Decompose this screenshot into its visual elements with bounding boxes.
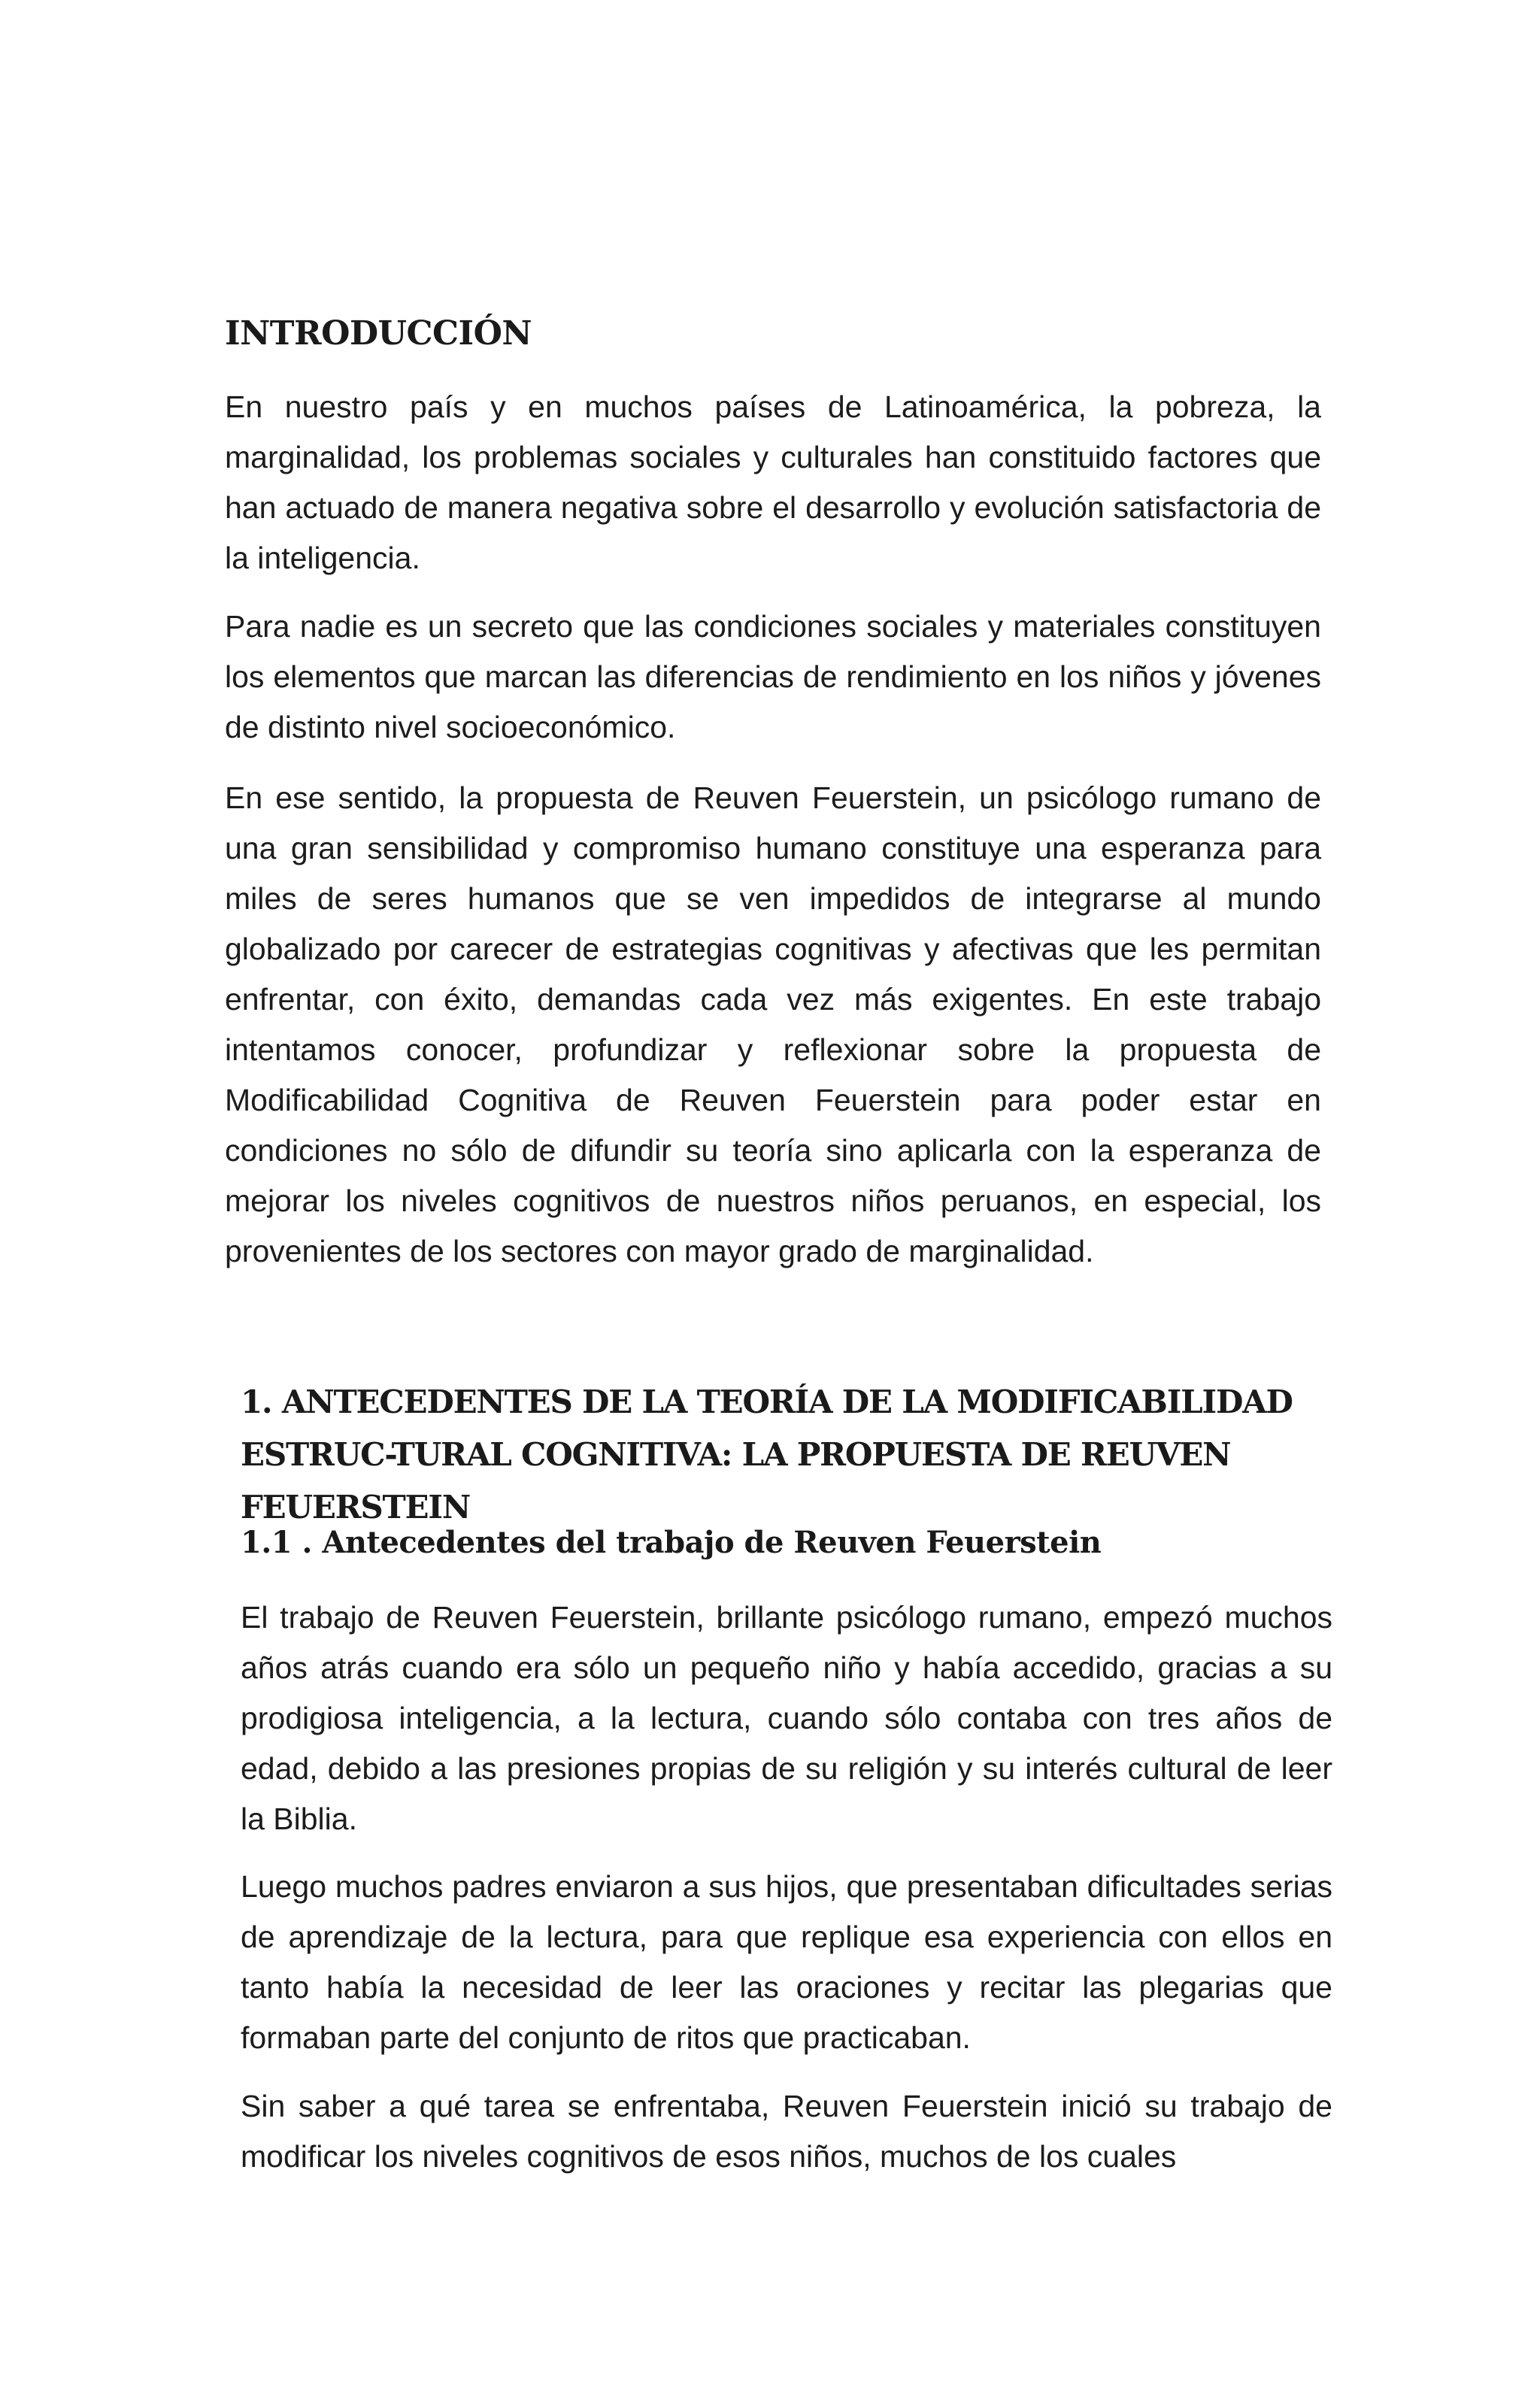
section-1-heading: 1. ANTECEDENTES DE LA TEORÍA DE LA MODIFICABILIDAD ESTRUC-TURAL COGNITIVA: LA PROPUESTA DE REUVEN FEUERSTEIN	[241, 1383, 1293, 1526]
introduction-heading: INTRODUCCIÓN	[225, 314, 532, 353]
section-paragraph: Luego muchos padres enviaron a sus hijos, que presentaban dificultades serias de aprendizaje de la lectura, para que replique esa experiencia con ellos en tanto había la necesidad de leer las oraciones y recitar las plegarias que formaban parte del conjunto de ritos que practicaban.	[241, 1869, 1332, 2055]
intro-paragraph: En ese sentido, la propuesta de Reuven Feuerstein, un psicólogo rumano de una gran sensibilidad y compromiso humano constituye una esperanza para miles de seres humanos que se ven impedidos de integrarse al mundo globalizado por carecer de estrategias cognitivas y afectivas que les permitan enfrentar, con éxito, demandas cada vez más exigentes. En este trabajo intentamos conocer, profundizar y reflexionar sobre la propuesta de Modificabilidad Cognitiva de Reuven Feuerstein para poder estar en condiciones no sólo de difundir su teoría sino aplicarla con la esperanza de mejorar los niveles cognitivos de nuestros niños peruanos, en especial, los provenientes de los sectores con mayor grado de marginalidad.	[225, 780, 1321, 1268]
intro-paragraph: Para nadie es un secreto que las condiciones sociales y materiales constituyen los elementos que marcan las diferencias de rendimiento en los niños y jóvenes de distinto nivel socioeconómico.	[225, 609, 1321, 744]
section-1-1-heading: 1.1 . Antecedentes del trabajo de Reuven Feuerstein	[241, 1525, 1102, 1560]
intro-paragraph: En nuestro país y en muchos países de Latinoamérica, la pobreza, la marginalidad, los problemas sociales y culturales han constituido factores que han actuado de manera negativa sobre el desarrollo y evolución satisfactoria de la inteligencia.	[225, 389, 1321, 575]
section-paragraph: El trabajo de Reuven Feuerstein, brillante psicólogo rumano, empezó muchos años atrás cuando era sólo un pequeño niño y había accedido, gracias a su prodigiosa inteligencia, a la lectura, cuando sólo contaba con tres años de edad, debido a las presiones propias de su religión y su interés cultural de leer la Biblia.	[241, 1600, 1332, 1836]
section-paragraph: Sin saber a qué tarea se enfrentaba, Reuven Feuerstein inició su trabajo de modificar los niveles cognitivos de esos niños, muchos de los cuales	[241, 2089, 1332, 2174]
